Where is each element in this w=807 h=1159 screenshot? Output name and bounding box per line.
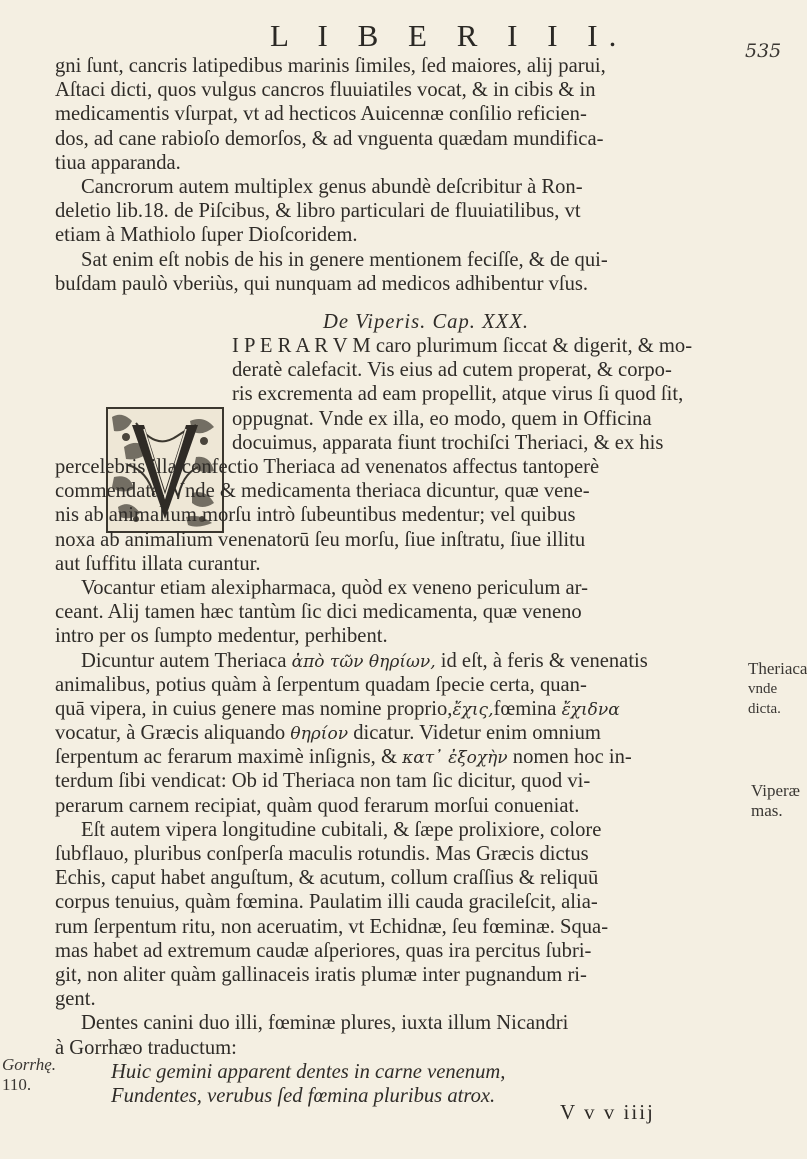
text-span: id eſt, à feris & venenatis [440, 649, 648, 672]
text-line: docuimus, apparata fiunt trochiſci Theriaci, & ex his [232, 431, 664, 454]
text-line: deratè calefacit. Vis eius ad cutem properat, & corpo- [232, 359, 672, 382]
text-line: corpus tenuius, quàm fœmina. Paulatim illi cauda gracileſcit, alia- [55, 891, 598, 914]
text-span: vocatur, à Græcis aliquando [55, 722, 286, 745]
text-line: ſubflauo, pluribus conſperſa maculis rotundis. Mas Græcis dictus [55, 843, 589, 865]
text-line: git, non aliter quàm gallinaceis iratis plumæ inter pugnandum ri- [55, 963, 587, 986]
text-line: medicamentis vſurpat, vt ad hecticos Auicennæ conſilio reficien- [55, 103, 587, 126]
text-line: Dentes canini duo illi, fœminæ plures, iuxta illum Nicandri [81, 1012, 569, 1035]
text-line [55, 745, 767, 769]
main-text [55, 54, 767, 1108]
margin-note-line: Theriaca [748, 659, 807, 678]
text-span: fœmina [493, 697, 557, 720]
text-line: perarum carnem recipiat, quàm quod ferarum morſui conueniat. [55, 794, 580, 817]
text-line: Cancrorum autem multiplex genus abundè deſcribitur à Ron- [81, 175, 583, 198]
text-line: Sat enim eſt nobis de his in genere mentionem feciſſe, & de qui- [81, 248, 608, 271]
margin-note-viperae [751, 781, 800, 821]
text-line: terdum ſibi vendicat: Ob id Theriaca non tam ſic dicitur, quod vi- [55, 770, 591, 793]
text-line: mas habet ad extremum caudæ aſperiores, quas ira percitus ſubri- [55, 939, 592, 962]
text-span: Dicuntur autem Theriaca [81, 649, 287, 672]
margin-note-line: 110. [2, 1075, 32, 1094]
text-line: Vocantur etiam alexipharmaca, quòd ex veneno periculum ar- [81, 576, 588, 599]
margin-note-line: vnde dicta. [748, 681, 781, 717]
greek-text: κατ᾽ ἐξοχὴν [402, 748, 508, 769]
text-line: animalibus, potius quàm à ſerpentum quadam ſpecie certa, quan- [55, 673, 587, 696]
running-head: L I B E R I I I. [270, 18, 628, 53]
page-number: 535 [745, 40, 782, 62]
text-line: gni ſunt, cancris latipedibus marinis ſimiles, ſed maiores, alij parui, [55, 55, 606, 77]
text-line: dos, ad cane rabioſo demorſos, & ad vnguenta quædam mundifica- [55, 127, 604, 150]
margin-note-line: Gorrhę. [2, 1055, 56, 1074]
text-line: I P E R A R V M caro plurimum ſiccat & digerit, & mo- [232, 335, 693, 358]
margin-note-line: mas. [751, 801, 783, 820]
catchword-signature: V v v iiij [560, 1100, 655, 1124]
verse-line: Fundentes, verubus ſed fœmina pluribus atrox. [111, 1084, 496, 1107]
greek-text: ἔχις, [452, 699, 494, 720]
text-line: buſdam paulò vberiùs, qui nunquam ad medicos adhibentur vſus. [55, 272, 589, 295]
text-line [55, 649, 767, 673]
greek-text: θηρίον [290, 724, 349, 745]
text-line [55, 697, 767, 721]
greek-text: ἀπὸ τῶν θηρίων, [291, 651, 436, 672]
text-span: quā vipera, in cuius genere mas nomine proprio, [55, 697, 453, 720]
margin-note-gorrhe [2, 1055, 56, 1095]
text-line: etiam à Mathiolo ſuper Dioſcoridem. [55, 224, 358, 247]
text-line: ceant. Alij tamen hæc tantùm ſic dici medicamenta, quæ veneno [55, 601, 582, 624]
text-line: à Gorrhæo traductum: [55, 1036, 237, 1059]
text-span: nomen hoc in- [512, 746, 632, 769]
text-span: dicatur. Videtur enim omnium [353, 722, 601, 745]
text-line: rum ſerpentum ritu, non aceruatim, vt Echidnæ, ſeu fœminæ. Squa- [55, 915, 609, 938]
margin-note-line: Viperæ [751, 781, 801, 800]
chapter-heading: De Viperis. Cap. XXX. [323, 310, 529, 333]
text-line: gent. [55, 988, 96, 1011]
verse-line: Huic gemini apparent dentes in carne venenum, [111, 1060, 506, 1083]
text-line: Eſt autem vipera longitudine cubitali, & ſæpe prolixiore, colore [81, 818, 602, 841]
text-line: intro per os ſumpto medentur, perhibent. [55, 625, 388, 648]
greek-text: ἔχιδνα [561, 699, 620, 720]
text-line: ris excrementa ad eam propellit, atque virus ſi quod ſit, [232, 383, 684, 406]
text-line: tiua apparanda. [55, 151, 181, 174]
text-line: aut ſuffitu illata curantur. [55, 552, 261, 575]
text-line: deletio lib.18. de Piſcibus, & libro particulari de fluuiatilibus, vt [55, 200, 581, 223]
text-line: Echis, caput habet anguſtum, & acutum, collum craſſius & reliquū [55, 867, 599, 890]
text-line: Aſtaci dicti, quos vulgus cancros fluuiatiles vocat, & in cibis & in [55, 79, 596, 102]
text-line: nis ab animalium morſu intrò ſubeuntibus medentur; vel quibus [55, 504, 576, 527]
text-line [55, 721, 767, 745]
text-line: oppugnat. Vnde ex illa, eo modo, quem in Officina [232, 407, 652, 430]
text-span: ſerpentum ac ferarum maximè inſignis, & [55, 746, 397, 769]
text-line: percelebris illa confectio Theriaca ad venenatos affectus tantoperè [55, 456, 600, 478]
margin-note-theriaca [748, 659, 807, 719]
text-line: noxa ab animalium venenatorū ſeu morſu, ſiue inſtratu, ſiue illitu [55, 528, 586, 551]
text-line: commendata. Vnde & medicamenta theriaca dicuntur, quæ vene- [55, 480, 590, 503]
